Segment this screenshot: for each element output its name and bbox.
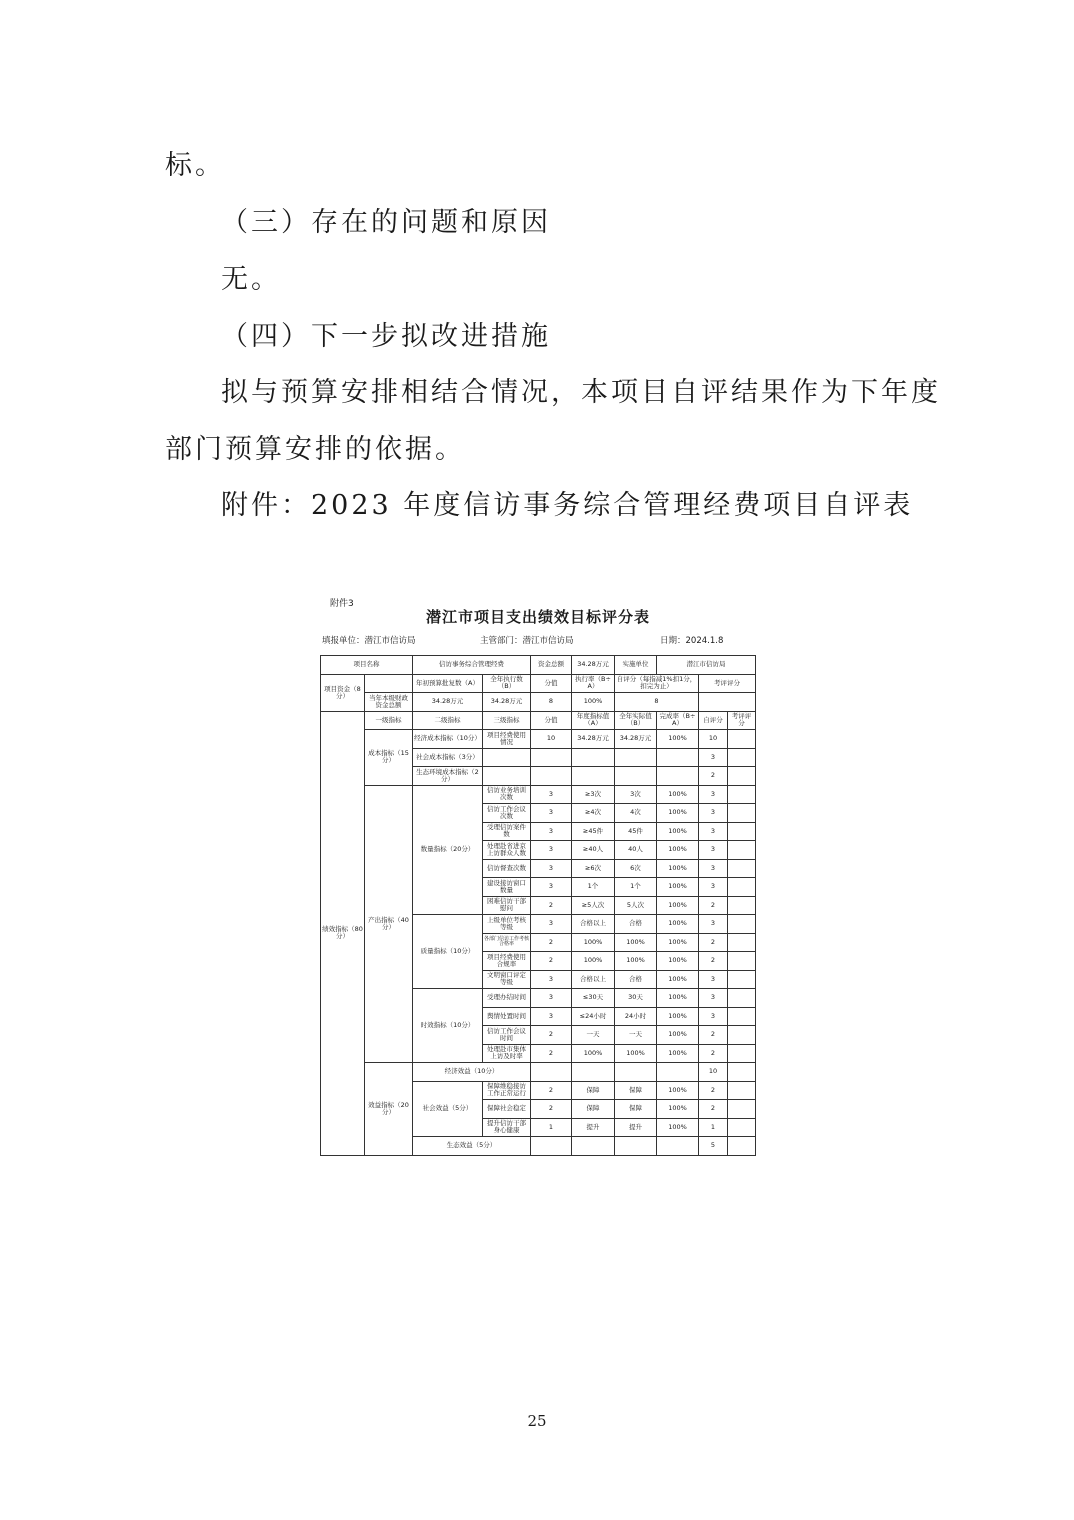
table-cell: 3 — [531, 804, 572, 823]
table-cell — [728, 1044, 756, 1063]
table-cell: 100% — [657, 804, 699, 823]
table-cell: 100% — [657, 822, 699, 841]
table-cell: 100% — [657, 730, 699, 749]
table-cell: 数量指标（20分） — [413, 785, 483, 915]
table-cell: 保障社会稳定 — [483, 1100, 531, 1119]
table-cell: 1个 — [615, 878, 657, 897]
table-cell: 处理赴省进京上访群众人数 — [483, 841, 531, 860]
table-cell: 3 — [699, 915, 728, 934]
table-cell: 2 — [531, 896, 572, 915]
table-cell: 2 — [699, 1044, 728, 1063]
table-cell: 保障 — [572, 1081, 615, 1100]
table-cell: ≥3次 — [572, 785, 615, 804]
table-cell: 项目经费使用合规率 — [483, 952, 531, 971]
table-cell: 3 — [699, 878, 728, 897]
table-cell — [728, 1118, 756, 1137]
table-cell: 100% — [572, 1044, 615, 1063]
table-cell — [728, 859, 756, 878]
paragraph-improvement-line2: 部门预算安排的依据。 — [165, 434, 465, 465]
table-cell: 3 — [699, 1007, 728, 1026]
table-cell: 一级指标 — [365, 711, 413, 730]
table-cell: 项目资金（8分） — [321, 674, 365, 711]
table-cell: 信访督查次数 — [483, 859, 531, 878]
table-cell: 40人 — [615, 841, 657, 860]
table-cell — [657, 748, 699, 767]
table-cell: 资金总额 — [531, 656, 572, 675]
table-cell: ≥6次 — [572, 859, 615, 878]
table-cell — [728, 785, 756, 804]
table-cell: ≥4次 — [572, 804, 615, 823]
table-cell: 5 — [699, 1137, 728, 1156]
table-cell: 3 — [699, 822, 728, 841]
table-cell: 100% — [657, 841, 699, 860]
table-cell — [728, 804, 756, 823]
attachment-table-figure — [318, 594, 758, 1184]
table-cell: 2 — [699, 1100, 728, 1119]
table-cell: 成本指标（15分） — [365, 730, 413, 786]
table-cell — [531, 1137, 572, 1156]
table-cell — [728, 841, 756, 860]
table-cell: 考评评分 — [728, 711, 756, 730]
table-cell: 信访工作会议次数 — [483, 804, 531, 823]
table-cell — [572, 1063, 615, 1082]
table-cell: 二级指标 — [413, 711, 483, 730]
table-cell: 100% — [615, 952, 657, 971]
evaluation-table — [320, 655, 756, 1156]
table-cell: 一天 — [572, 1026, 615, 1045]
table-cell: 绩效指标（80分） — [321, 711, 365, 1155]
section-heading-improvements: （四）下一步拟改进措施 — [221, 321, 551, 352]
table-cell: 2 — [531, 933, 572, 952]
table-cell: ≥5人次 — [572, 896, 615, 915]
table-cell: 全年执行数（B） — [483, 674, 531, 693]
table-cell: 4次 — [615, 804, 657, 823]
table-cell: 三级指标 — [483, 711, 531, 730]
table-cell — [728, 822, 756, 841]
table-cell: 100% — [657, 989, 699, 1008]
table-cell: 质量指标（10分） — [413, 915, 483, 989]
table-cell: 执行率（B÷A） — [572, 674, 615, 693]
supervising-dept: 主管部门：潜江市信访局 — [480, 636, 574, 646]
table-row — [321, 656, 756, 675]
table-cell: 34.28万元 — [413, 693, 483, 712]
table-cell: 34.28万元 — [572, 656, 615, 675]
table-cell — [657, 1063, 699, 1082]
table-cell: 一天 — [615, 1026, 657, 1045]
table-cell: 信访工作会议时间 — [483, 1026, 531, 1045]
table-cell — [483, 748, 531, 767]
table-cell: ≥40人 — [572, 841, 615, 860]
table-cell — [615, 1063, 657, 1082]
table-row — [321, 730, 756, 749]
table-cell: 2 — [531, 1044, 572, 1063]
table-cell: 34.28万元 — [483, 693, 531, 712]
table-cell: 2 — [699, 896, 728, 915]
table-cell: 提升 — [572, 1118, 615, 1137]
table-cell: 2 — [699, 1081, 728, 1100]
table-cell: 2 — [531, 1026, 572, 1045]
table-cell: 年度指标值（A） — [572, 711, 615, 730]
table-cell: 2 — [531, 952, 572, 971]
table-cell: 项目名称 — [321, 656, 413, 675]
table-cell: 6次 — [615, 859, 657, 878]
table-cell — [728, 1007, 756, 1026]
table-cell: 1 — [531, 1118, 572, 1137]
table-cell: 34.28万元 — [615, 730, 657, 749]
table-cell — [728, 970, 756, 989]
table-cell: 3 — [699, 841, 728, 860]
table-cell: 100% — [615, 933, 657, 952]
figure-title: 潜江市项目支出绩效目标评分表 — [425, 608, 650, 626]
table-cell — [615, 748, 657, 767]
table-cell: 100% — [657, 859, 699, 878]
table-cell: 2 — [699, 1026, 728, 1045]
table-cell — [728, 1063, 756, 1082]
table-cell: 100% — [657, 1081, 699, 1100]
table-cell: 100% — [657, 1026, 699, 1045]
table-cell — [728, 878, 756, 897]
table-cell: 34.28万元 — [572, 730, 615, 749]
paragraph-end-fragment: 标。 — [165, 150, 225, 181]
table-cell — [728, 1100, 756, 1119]
table-cell: 3 — [531, 1007, 572, 1026]
table-cell: 100% — [572, 933, 615, 952]
table-cell: 保障维稳接访工作正常运行 — [483, 1081, 531, 1100]
table-cell: 3 — [531, 970, 572, 989]
table-cell: 自评分（每指减1%扣1分，扣完为止） — [615, 674, 699, 693]
table-cell — [728, 748, 756, 767]
table-cell: 100% — [572, 693, 615, 712]
table-cell: 产出指标（40分） — [365, 785, 413, 1063]
table-cell: 100% — [657, 933, 699, 952]
table-cell — [728, 1137, 756, 1156]
table-cell: 合格 — [615, 970, 657, 989]
table-cell — [728, 933, 756, 952]
table-cell: 社会成本指标（3分） — [413, 748, 483, 767]
table-cell — [728, 1026, 756, 1045]
attachment-reference: 附件：2023 年度信访事务综合管理经费项目自评表 — [221, 490, 914, 521]
table-cell: 100% — [657, 1100, 699, 1119]
fill-unit: 填报单位：潜江市信访局 — [322, 636, 416, 646]
table-cell: 社会效益（5分） — [413, 1081, 483, 1137]
section-heading-problems: （三）存在的问题和原因 — [221, 207, 551, 238]
table-cell — [572, 1137, 615, 1156]
table-cell: 3 — [699, 804, 728, 823]
table-cell: 经济成本指标（10分） — [413, 730, 483, 749]
table-cell: 保障 — [615, 1081, 657, 1100]
table-cell: 自评分 — [699, 711, 728, 730]
table-cell: 提升 — [615, 1118, 657, 1137]
table-cell: 3 — [699, 970, 728, 989]
table-cell: 信访业务培训次数 — [483, 785, 531, 804]
table-cell: ≥45件 — [572, 822, 615, 841]
table-cell — [657, 767, 699, 786]
table-cell: 3 — [531, 785, 572, 804]
table-cell: 100% — [657, 915, 699, 934]
table-cell: 效益指标（20分） — [365, 1063, 413, 1156]
table-cell — [728, 989, 756, 1008]
fill-date: 日期：2024.1.8 — [660, 636, 724, 646]
paragraph-improvement-line1: 拟与预算安排相结合情况，本项目自评结果作为下年度 — [221, 377, 941, 408]
table-cell: 保障 — [615, 1100, 657, 1119]
table-cell: 完成率（B÷A） — [657, 711, 699, 730]
table-cell: 3 — [531, 878, 572, 897]
table-cell: 文明窗口评定等级 — [483, 970, 531, 989]
table-cell: 信访事务综合管理经费 — [413, 656, 531, 675]
table-cell: 2 — [531, 1100, 572, 1119]
table-cell: 合格以上 — [572, 970, 615, 989]
table-cell: 8 — [531, 693, 572, 712]
table-row — [321, 785, 756, 804]
figure-label: 附件3 — [330, 599, 354, 609]
table-row — [321, 1063, 756, 1082]
table-cell: 经济效益（10分） — [413, 1063, 531, 1082]
table-row — [321, 693, 756, 712]
table-cell: 合格 — [615, 915, 657, 934]
table-cell: 5人次 — [615, 896, 657, 915]
table-cell: 年初预算批复数（A） — [413, 674, 483, 693]
table-cell: 10 — [699, 1063, 728, 1082]
table-cell: 3 — [531, 841, 572, 860]
table-cell: 上级单位考核等级 — [483, 915, 531, 934]
table-cell — [699, 693, 756, 712]
table-cell: 10 — [699, 730, 728, 749]
table-cell: ≤24小时 — [572, 1007, 615, 1026]
table-cell: 1 — [699, 1118, 728, 1137]
table-cell: 3 — [531, 915, 572, 934]
table-cell — [728, 767, 756, 786]
page-number: 25 — [527, 1412, 547, 1430]
table-cell: 100% — [657, 878, 699, 897]
table-cell: 受理办结时间 — [483, 989, 531, 1008]
table-cell: 考评评分 — [699, 674, 756, 693]
table-cell: 合格以上 — [572, 915, 615, 934]
table-cell: 3 — [699, 989, 728, 1008]
table-cell: 实施单位 — [615, 656, 657, 675]
table-cell — [365, 674, 413, 693]
table-cell: 3 — [699, 859, 728, 878]
table-cell: 2 — [699, 952, 728, 971]
table-cell: 提升信访干部身心健康 — [483, 1118, 531, 1137]
table-cell: 30天 — [615, 989, 657, 1008]
table-cell: 100% — [657, 970, 699, 989]
table-cell — [531, 1063, 572, 1082]
table-cell: 受理信访案件数 — [483, 822, 531, 841]
table-cell: 100% — [657, 1118, 699, 1137]
table-cell — [728, 730, 756, 749]
table-cell: 2 — [531, 1081, 572, 1100]
table-cell — [657, 1137, 699, 1156]
table-cell: 100% — [615, 1044, 657, 1063]
table-cell: ≤30天 — [572, 989, 615, 1008]
table-cell: 100% — [657, 896, 699, 915]
table-cell: 3 — [531, 989, 572, 1008]
table-cell: 保障 — [572, 1100, 615, 1119]
table-cell: 时效指标（10分） — [413, 989, 483, 1063]
table-cell: 困难信访干部慰问 — [483, 896, 531, 915]
table-cell: 分值 — [531, 711, 572, 730]
table-cell: 100% — [657, 1044, 699, 1063]
table-cell: 舆情处置时间 — [483, 1007, 531, 1026]
table-cell — [572, 767, 615, 786]
table-cell: 8 — [615, 693, 699, 712]
table-cell: 当年本级财政资金总额 — [365, 693, 413, 712]
table-row — [321, 711, 756, 730]
table-cell: 建设接访窗口数量 — [483, 878, 531, 897]
table-cell — [728, 952, 756, 971]
table-cell: 3次 — [615, 785, 657, 804]
table-cell: 24小时 — [615, 1007, 657, 1026]
table-cell: 3 — [531, 822, 572, 841]
table-cell — [483, 767, 531, 786]
table-cell — [615, 1137, 657, 1156]
table-cell: 2 — [699, 933, 728, 952]
table-cell: 3 — [699, 748, 728, 767]
table-cell — [728, 896, 756, 915]
table-cell: 100% — [572, 952, 615, 971]
table-cell: 1个 — [572, 878, 615, 897]
table-cell: 生态环境成本指标（2分） — [413, 767, 483, 786]
table-cell: 项目经费使用情况 — [483, 730, 531, 749]
table-cell: 分值 — [531, 674, 572, 693]
table-cell — [531, 748, 572, 767]
table-cell: 生态效益（5分） — [413, 1137, 531, 1156]
table-cell: 各部门信访工作考核合格率 — [483, 933, 531, 952]
table-cell: 3 — [531, 859, 572, 878]
table-cell: 100% — [657, 1007, 699, 1026]
paragraph-none: 无。 — [221, 264, 281, 295]
table-cell — [615, 767, 657, 786]
table-cell: 10 — [531, 730, 572, 749]
table-cell: 潜江市信访局 — [657, 656, 756, 675]
table-cell: 全年实际值（B） — [615, 711, 657, 730]
table-cell: 45件 — [615, 822, 657, 841]
table-row — [321, 674, 756, 693]
table-cell: 3 — [699, 785, 728, 804]
table-cell: 处理赴市集体上访及时率 — [483, 1044, 531, 1063]
table-cell — [728, 1081, 756, 1100]
table-cell: 100% — [657, 785, 699, 804]
table-cell — [531, 767, 572, 786]
table-cell: 2 — [699, 767, 728, 786]
table-cell — [728, 915, 756, 934]
table-cell: 100% — [657, 952, 699, 971]
table-cell — [572, 748, 615, 767]
